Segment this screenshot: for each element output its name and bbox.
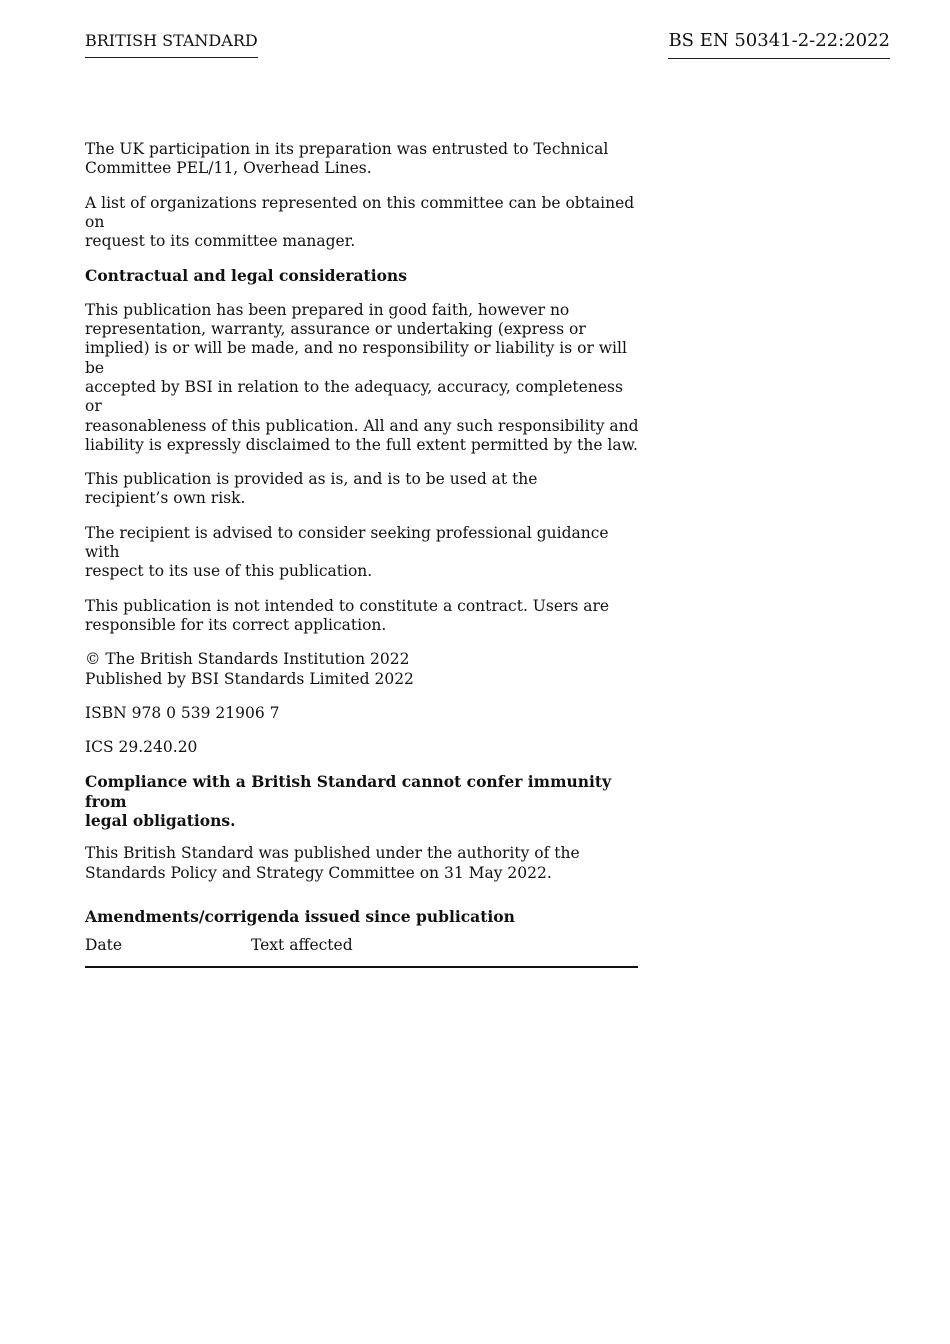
participation-paragraph: The UK participation in its preparation was entrusted to Technical Committee PEL/11, Overhead Lines.	[85, 140, 609, 178]
compliance-paragraph: Compliance with a British Standard cannot confer immunity from legal obligations.	[85, 772, 612, 831]
not-contract-paragraph: This publication is not intended to constitute a contract. Users are responsible for its correct application.	[85, 596, 610, 634]
main-content	[85, 140, 640, 968]
amendments-heading: Amendments/corrigenda issued since publication	[85, 906, 515, 926]
copyright-paragraph: © The British Standards Institution 2022 Published by BSI Standards Limited 2022	[85, 650, 414, 688]
amendments-column-date: Date	[85, 936, 123, 955]
header-document-type: BRITISH STANDARD	[85, 31, 258, 58]
advice-paragraph: The recipient is advised to consider seeking professional guidance with respect to its use of this publication.	[85, 523, 609, 581]
isbn-paragraph: ISBN 978 0 539 21906 7	[85, 703, 280, 722]
amendments-table	[85, 936, 638, 967]
ics-paragraph: ICS 29.240.20	[85, 738, 198, 757]
organizations-paragraph: A list of organizations represented on this committee can be obtained on request to its committee manager.	[85, 193, 635, 251]
contractual-heading: Contractual and legal considerations	[85, 266, 407, 286]
authority-paragraph: This British Standard was published under the authority of the Standards Policy and Strategy Committee on 31 May 2022.	[85, 844, 580, 882]
amendments-column-text-affected: Text affected	[251, 936, 353, 955]
good-faith-paragraph: This publication has been prepared in good faith, however no representation, warranty, assurance or undertaking (express or implied) is or will be made, and no responsibility or liability is or will be accepted by BSI in relation to the adequacy, accuracy, completeness or reasonableness of this publication. All and any such responsibility and liability is expressly disclaimed to the full extent permitted by the law.	[85, 300, 639, 454]
as-is-paragraph: This publication is provided as is, and is to be used at the recipient’s own risk.	[85, 470, 538, 508]
header-standard-number: BS EN 50341-2-22:2022	[668, 30, 890, 59]
